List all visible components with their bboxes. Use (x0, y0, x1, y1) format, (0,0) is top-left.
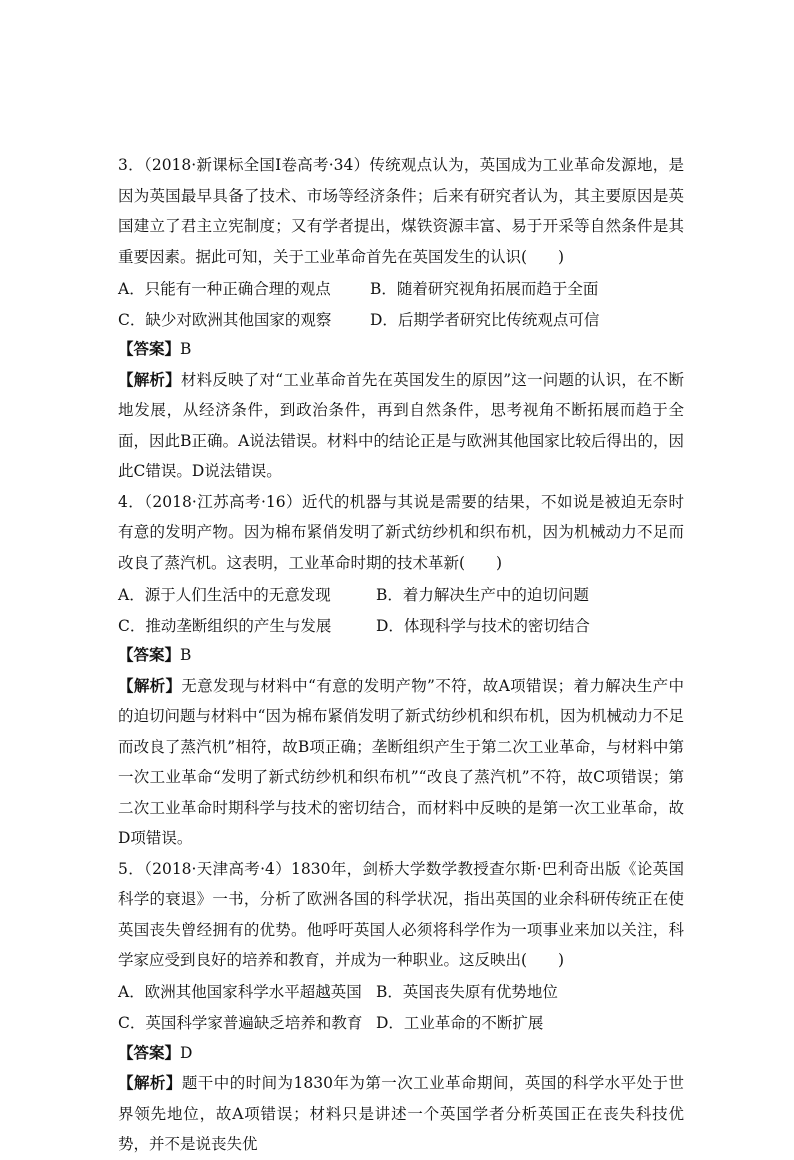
question-stem: 4．（2018·江苏高考·16）近代的机器与其说是需要的结果，不如说是被迫无奈时有意的发明产物。因为棉布紧俏发明了新式纺纱机和织布机，因为机械动力不足而改良了蒸汽机。这表明，工业革命时期的技术革新( ) (118, 492, 684, 572)
option-a: A．源于人们生活中的无意发现 (118, 585, 331, 604)
options-row (118, 303, 684, 334)
question-5 (118, 854, 684, 1160)
analysis-paragraph (118, 365, 684, 487)
analysis-tag: 【解析】 (118, 369, 181, 389)
options-row (118, 272, 684, 303)
option-b: B．随着研究视角拓展而趋于全面 (370, 279, 599, 298)
answer-value: B (180, 340, 192, 358)
options-row (118, 578, 684, 609)
analysis-text: 材料反映了对“工业革命首先在英国发生的原因”这一问题的认识，在不断地发展，从经济条件，到政治条件，再到自然条件，思考视角不断拓展而趋于全面，因此B正确。A说法错误。材料中的结论正是与欧洲其他国家比较后得出的，因此C错误。D说法错误。 (118, 370, 684, 480)
answer-line (118, 1038, 684, 1069)
option-c: C．缺少对欧洲其他国家的观察 (118, 310, 332, 329)
analysis-tag: 【解析】 (118, 1073, 182, 1092)
answer-tag: 【答案】 (118, 339, 181, 358)
option-a: A．只能有一种正确合理的观点 (118, 279, 331, 298)
answer-line (118, 640, 684, 671)
analysis-tag: 【解析】 (118, 675, 182, 695)
option-d: D．体现科学与技术的密切结合 (376, 616, 590, 635)
analysis-paragraph (118, 671, 684, 854)
question-stem: 3．（2018·新课标全国Ⅰ卷高考·34）传统观点认为，英国成为工业革命发源地，是因为英国最早具备了技术、市场等经济条件；后来有研究者认为，其主要原因是英国建立了君主立宪制度；又有学者提出，煤铁资源丰富、易于开采等自然条件是其重要因素。据此可知，关于工业革命首先在英国发生的认识( ) (118, 156, 684, 266)
option-d: D．后期学者研究比传统观点可信 (370, 310, 600, 329)
answer-line (118, 334, 684, 365)
answer-tag: 【答案】 (118, 1042, 181, 1062)
question-3 (118, 150, 684, 487)
option-b: B．着力解决生产中的迫切问题 (376, 585, 589, 604)
document-content (118, 150, 684, 1160)
question-4 (118, 487, 684, 854)
answer-tag: 【答案】 (118, 645, 181, 664)
analysis-text: 题干中的时间为1830年为第一次工业革命期间，英国的科学水平处于世界领先地位，故A项错误；材料只是讲述一个英国学者分析英国正在丧失科技优势，并不是说丧失优 (118, 1074, 684, 1153)
option-c: C．推动垄断组织的产生与发展 (118, 616, 332, 635)
question-stem: 5．（2018·天津高考·4）1830年，剑桥大学数学教授查尔斯·巴利奇出版《论英国科学的衰退》一书，分析了欧洲各国的科学状况，指出英国的业余科研传统正在使英国丧失曾经拥有的优势。他呼吁英国人必须将科学作为一项事业来加以关注，科学家应受到良好的培养和教育，并成为一种职业。这反映出( ) (118, 859, 684, 969)
answer-value: D (180, 1043, 193, 1062)
option-a: A．欧洲其他国家科学水平超越英国 (118, 983, 362, 1001)
option-c: C．英国科学家普遍缺乏培养和教育 (118, 1014, 363, 1032)
option-b: B．英国丧失原有优势地位 (376, 983, 558, 1001)
options-row (118, 976, 684, 1007)
analysis-paragraph (118, 1068, 684, 1160)
options-row (118, 609, 684, 640)
options-row (118, 1007, 684, 1038)
analysis-text: 无意发现与材料中“有意的发明产物”不符，故A项错误；着力解决生产中的迫切问题与材料中“因为棉布紧俏发明了新式纺纱机和织布机，因为机械动力不足而改良了蒸汽机”相符，故B项正确；垄断组织产生于第二次工业革命，与材料中第一次工业革命“发明了新式纺纱机和织布机”“改良了蒸汽机”不符，故C项错误；第二次工业革命时期科学与技术的密切结合，而材料中反映的是第一次工业革命，故D项错误。 (118, 676, 684, 847)
answer-value: B (180, 646, 192, 664)
option-d: D．工业革命的不断扩展 (376, 1014, 544, 1032)
